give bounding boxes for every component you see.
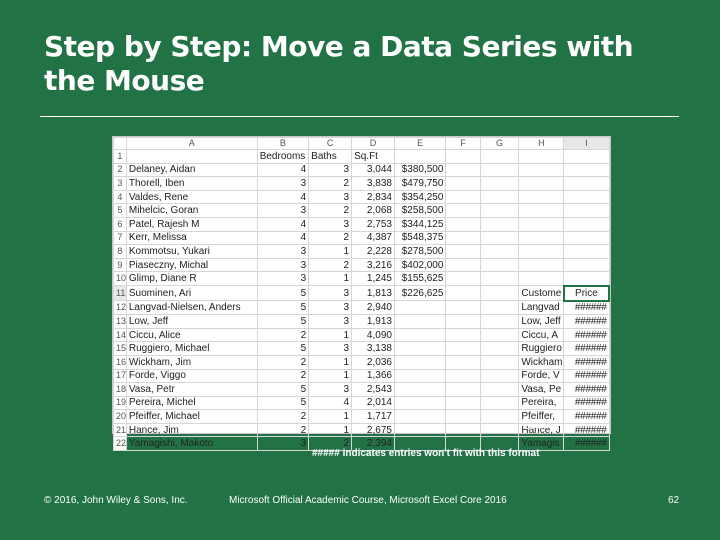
cell[interactable]: 4,090 (352, 328, 395, 342)
cell[interactable]: 3 (257, 204, 308, 218)
cell[interactable]: 2,014 (352, 396, 395, 410)
row-header[interactable]: 22 (114, 437, 127, 451)
table-row (114, 396, 610, 410)
page-number: 62 (668, 495, 680, 506)
cell[interactable]: Patel, Rajesh M (126, 217, 257, 231)
cell[interactable] (519, 177, 564, 191)
column-header-h[interactable]: H (519, 138, 564, 150)
cell[interactable] (480, 177, 519, 191)
cell[interactable]: 1 (309, 423, 352, 437)
cell[interactable]: 3 (309, 163, 352, 177)
column-header-e[interactable]: E (394, 138, 445, 150)
cell[interactable]: Piaseczny, Michal (126, 258, 257, 272)
cell[interactable]: ###### (564, 437, 609, 451)
cell[interactable] (519, 204, 564, 218)
row-header[interactable]: 21 (114, 423, 127, 437)
cell[interactable] (446, 369, 480, 383)
cell[interactable]: Yamagis (519, 437, 564, 451)
row-header[interactable]: 11 (114, 286, 127, 301)
row-header[interactable]: 20 (114, 410, 127, 424)
cell[interactable]: 2,753 (352, 217, 395, 231)
cell[interactable] (480, 150, 519, 164)
cell[interactable]: Vasa, Petr (126, 383, 257, 397)
cell[interactable]: 2 (309, 204, 352, 218)
row-header[interactable]: 15 (114, 342, 127, 356)
cell[interactable]: Kerr, Melissa (126, 231, 257, 245)
row-header[interactable]: 2 (114, 163, 127, 177)
cell[interactable] (519, 150, 564, 164)
cell[interactable] (519, 217, 564, 231)
cell[interactable] (394, 410, 445, 424)
cell[interactable] (126, 150, 257, 164)
cell[interactable] (564, 177, 609, 191)
cell[interactable]: 1 (309, 328, 352, 342)
cell[interactable]: 1 (309, 369, 352, 383)
cell[interactable]: 3,216 (352, 258, 395, 272)
cell[interactable]: 3 (309, 190, 352, 204)
cell[interactable]: Price (564, 286, 609, 301)
cell[interactable]: Langvad-Nielsen, Anders (126, 301, 257, 315)
cell[interactable]: 3 (309, 217, 352, 231)
cell[interactable]: 4,387 (352, 231, 395, 245)
footer-copyright: © 2016, John Wiley & Sons, Inc. (44, 495, 188, 506)
cell[interactable]: 2 (257, 369, 308, 383)
cell[interactable] (446, 231, 480, 245)
cell[interactable] (519, 272, 564, 286)
cell[interactable] (480, 204, 519, 218)
cell[interactable]: Forde, Viggo (126, 369, 257, 383)
cell[interactable]: $479,750 (394, 177, 445, 191)
row-header[interactable]: 9 (114, 258, 127, 272)
table-row (114, 204, 610, 218)
cell[interactable]: 2,394 (352, 437, 395, 451)
table-row (114, 423, 610, 437)
cell[interactable]: 5 (257, 286, 308, 301)
spreadsheet-screenshot (112, 136, 611, 450)
cell[interactable]: $155,625 (394, 272, 445, 286)
cell[interactable]: 3 (257, 177, 308, 191)
cell[interactable] (394, 355, 445, 369)
column-header-i[interactable]: I (564, 138, 609, 150)
cell[interactable] (564, 258, 609, 272)
row-header[interactable]: 1 (114, 150, 127, 164)
cell[interactable]: 1,717 (352, 410, 395, 424)
table-row (114, 342, 610, 356)
cell[interactable] (480, 328, 519, 342)
cell[interactable] (446, 410, 480, 424)
cell[interactable]: ###### (564, 423, 609, 437)
cell[interactable]: 5 (257, 301, 308, 315)
cell[interactable] (394, 369, 445, 383)
table-row (114, 177, 610, 191)
cell[interactable]: 2 (309, 177, 352, 191)
cell[interactable]: 5 (257, 383, 308, 397)
cell[interactable] (480, 396, 519, 410)
row-header[interactable]: 13 (114, 315, 127, 329)
cell[interactable]: Forde, V (519, 369, 564, 383)
title-divider (40, 116, 679, 117)
cell[interactable]: 2 (309, 437, 352, 451)
row-header[interactable]: 3 (114, 177, 127, 191)
cell[interactable]: Thorell, Iben (126, 177, 257, 191)
cell[interactable] (394, 315, 445, 329)
cell[interactable]: 1,913 (352, 315, 395, 329)
table-row (114, 258, 610, 272)
cell[interactable]: 3 (309, 383, 352, 397)
format-note: ##### indicates entries won't fit with this format (312, 448, 540, 459)
cell[interactable]: 5 (257, 342, 308, 356)
cell[interactable] (446, 272, 480, 286)
cell[interactable] (394, 342, 445, 356)
row-header[interactable]: 14 (114, 328, 127, 342)
row-header[interactable]: 10 (114, 272, 127, 286)
cell[interactable]: 2,068 (352, 204, 395, 218)
cell[interactable]: Pereira, (519, 396, 564, 410)
cell[interactable] (519, 258, 564, 272)
cell[interactable]: $344,125 (394, 217, 445, 231)
cell[interactable]: 2,834 (352, 190, 395, 204)
cell[interactable]: 3 (257, 258, 308, 272)
cell[interactable]: Valdes, Rene (126, 190, 257, 204)
cell[interactable]: 3 (309, 342, 352, 356)
row-header[interactable]: 17 (114, 369, 127, 383)
cell[interactable]: Bedrooms (257, 150, 308, 164)
cell[interactable]: 2 (257, 423, 308, 437)
cell[interactable]: 3 (257, 437, 308, 451)
cell[interactable]: 1,245 (352, 272, 395, 286)
cell[interactable]: Delaney, Aidan (126, 163, 257, 177)
cell[interactable]: 3,138 (352, 342, 395, 356)
cell[interactable] (446, 163, 480, 177)
cell[interactable]: $402,000 (394, 258, 445, 272)
cell[interactable]: 2 (309, 231, 352, 245)
cell[interactable] (394, 150, 445, 164)
cell[interactable]: 1 (309, 355, 352, 369)
cell[interactable] (564, 190, 609, 204)
cell[interactable]: Pfeiffer, (519, 410, 564, 424)
cell[interactable]: Suominen, Ari (126, 286, 257, 301)
table-row (114, 286, 610, 301)
table-row (114, 245, 610, 259)
cell[interactable] (394, 396, 445, 410)
cell[interactable]: ###### (564, 328, 609, 342)
cell[interactable] (480, 245, 519, 259)
row-header[interactable]: 5 (114, 204, 127, 218)
cell[interactable] (480, 383, 519, 397)
table-row (114, 301, 610, 315)
cell[interactable] (480, 190, 519, 204)
row-header[interactable]: 16 (114, 355, 127, 369)
cell[interactable] (446, 217, 480, 231)
cell[interactable]: 5 (257, 315, 308, 329)
cell[interactable]: Yamagishi, Makoto (126, 437, 257, 451)
cell[interactable] (446, 258, 480, 272)
table-row (114, 272, 610, 286)
column-header-a[interactable]: A (126, 138, 257, 150)
cell[interactable]: Custome (519, 286, 564, 301)
row-header[interactable]: 4 (114, 190, 127, 204)
table-row (114, 410, 610, 424)
cell[interactable] (446, 383, 480, 397)
cell[interactable]: Wickham, Jim (126, 355, 257, 369)
cell[interactable] (480, 231, 519, 245)
cell[interactable] (564, 217, 609, 231)
cell[interactable] (446, 150, 480, 164)
cell[interactable] (564, 231, 609, 245)
cell[interactable]: 4 (257, 231, 308, 245)
cell[interactable]: $548,375 (394, 231, 445, 245)
cell[interactable]: 2 (257, 328, 308, 342)
cell[interactable]: 4 (309, 396, 352, 410)
cell[interactable] (446, 301, 480, 315)
cell[interactable] (446, 328, 480, 342)
cell[interactable] (446, 286, 480, 301)
row-header[interactable]: 19 (114, 396, 127, 410)
table-row (114, 383, 610, 397)
cell[interactable]: 1 (309, 410, 352, 424)
cell[interactable]: 2 (257, 355, 308, 369)
cell[interactable] (519, 231, 564, 245)
cell[interactable] (446, 190, 480, 204)
cell[interactable] (564, 204, 609, 218)
slide-title: Step by Step: Move a Data Series with the Mouse (44, 30, 634, 97)
row-header[interactable]: 12 (114, 301, 127, 315)
cell[interactable]: Baths (309, 150, 352, 164)
cell[interactable]: 2,543 (352, 383, 395, 397)
table-row (114, 217, 610, 231)
cell[interactable] (394, 328, 445, 342)
cell[interactable]: Ruggiero, Michael (126, 342, 257, 356)
cell[interactable]: 2,036 (352, 355, 395, 369)
cell[interactable] (446, 245, 480, 259)
footer-course: Microsoft Official Academic Course, Microsoft Excel Core 2016 (229, 495, 507, 506)
cell[interactable] (480, 342, 519, 356)
cell[interactable] (446, 396, 480, 410)
cell[interactable]: 3 (309, 301, 352, 315)
cell[interactable]: $226,625 (394, 286, 445, 301)
table-row (114, 315, 610, 329)
cell[interactable]: 3 (257, 245, 308, 259)
cell[interactable] (394, 423, 445, 437)
cell[interactable]: 5 (257, 396, 308, 410)
table-row (114, 190, 610, 204)
cell[interactable]: 1 (309, 245, 352, 259)
cell[interactable]: 3,838 (352, 177, 395, 191)
cell[interactable] (480, 355, 519, 369)
cell[interactable]: 4 (257, 190, 308, 204)
cell[interactable]: Pfeiffer, Michael (126, 410, 257, 424)
cell[interactable]: Low, Jeff (519, 315, 564, 329)
cell[interactable] (480, 315, 519, 329)
cell[interactable]: 4 (257, 163, 308, 177)
cell[interactable]: Hance, Jim (126, 423, 257, 437)
cell[interactable]: ###### (564, 410, 609, 424)
row-header[interactable]: 7 (114, 231, 127, 245)
cell[interactable]: Glimp, Diane R (126, 272, 257, 286)
cell[interactable]: ###### (564, 369, 609, 383)
column-header-d[interactable]: D (352, 138, 395, 150)
cell[interactable]: 1 (309, 272, 352, 286)
table-row (114, 231, 610, 245)
cell[interactable]: Ciccu, Alice (126, 328, 257, 342)
row-header[interactable]: 6 (114, 217, 127, 231)
cell[interactable] (480, 217, 519, 231)
cell[interactable]: ###### (564, 342, 609, 356)
cell[interactable]: 1,366 (352, 369, 395, 383)
cell[interactable]: Wickham (519, 355, 564, 369)
cell[interactable] (480, 301, 519, 315)
cell[interactable]: Pereira, Michel (126, 396, 257, 410)
cell[interactable]: 2,940 (352, 301, 395, 315)
cell[interactable]: ###### (564, 396, 609, 410)
cell[interactable]: $380,500 (394, 163, 445, 177)
cell[interactable] (446, 177, 480, 191)
cell[interactable]: 1,813 (352, 286, 395, 301)
cell[interactable] (519, 190, 564, 204)
cell[interactable]: Langvad (519, 301, 564, 315)
cell[interactable] (394, 301, 445, 315)
cell[interactable]: 4 (257, 217, 308, 231)
cell[interactable]: Hance, J (519, 423, 564, 437)
column-header-c[interactable]: C (309, 138, 352, 150)
select-all-corner[interactable] (114, 138, 127, 150)
cell[interactable]: 3 (309, 315, 352, 329)
table-row (114, 369, 610, 383)
cell[interactable] (480, 423, 519, 437)
cell[interactable]: $354,250 (394, 190, 445, 204)
cell[interactable]: Vasa, Pe (519, 383, 564, 397)
cell[interactable]: Kommotsu, Yukari (126, 245, 257, 259)
column-header-f[interactable]: F (446, 138, 480, 150)
cell[interactable] (480, 410, 519, 424)
cell[interactable]: $278,500 (394, 245, 445, 259)
table-row (114, 328, 610, 342)
cell[interactable] (480, 272, 519, 286)
cell[interactable]: 2,675 (352, 423, 395, 437)
cell[interactable] (564, 163, 609, 177)
cell[interactable]: 2 (309, 258, 352, 272)
cell[interactable]: $258,500 (394, 204, 445, 218)
cell[interactable] (480, 163, 519, 177)
cell[interactable] (446, 355, 480, 369)
row-header[interactable]: 8 (114, 245, 127, 259)
cell[interactable] (394, 383, 445, 397)
cell[interactable] (446, 204, 480, 218)
cell[interactable]: ###### (564, 315, 609, 329)
cell[interactable] (564, 245, 609, 259)
cell[interactable]: Mihelcic, Goran (126, 204, 257, 218)
column-header-g[interactable]: G (480, 138, 519, 150)
worksheet-grid (113, 137, 610, 451)
table-row (114, 150, 610, 164)
cell[interactable]: Ruggiero (519, 342, 564, 356)
cell[interactable]: 3 (309, 286, 352, 301)
table-row (114, 163, 610, 177)
column-header-b[interactable]: B (257, 138, 308, 150)
cell[interactable] (446, 342, 480, 356)
cell[interactable]: Low, Jeff (126, 315, 257, 329)
cell[interactable]: 2 (257, 410, 308, 424)
cell[interactable] (519, 163, 564, 177)
table-row (114, 355, 610, 369)
row-header[interactable]: 18 (114, 383, 127, 397)
cell[interactable]: Sq.Ft (352, 150, 395, 164)
cell[interactable] (446, 423, 480, 437)
cell[interactable] (446, 315, 480, 329)
cell[interactable]: ###### (564, 383, 609, 397)
cell[interactable]: ###### (564, 355, 609, 369)
cell[interactable] (519, 245, 564, 259)
cell[interactable] (564, 272, 609, 286)
cell[interactable]: 2,228 (352, 245, 395, 259)
cell[interactable] (480, 369, 519, 383)
cell[interactable] (480, 258, 519, 272)
cell[interactable]: ###### (564, 301, 609, 315)
cell[interactable]: Ciccu, A (519, 328, 564, 342)
cell[interactable]: 3 (257, 272, 308, 286)
cell[interactable] (480, 286, 519, 301)
cell[interactable]: 3,044 (352, 163, 395, 177)
cell[interactable] (564, 150, 609, 164)
